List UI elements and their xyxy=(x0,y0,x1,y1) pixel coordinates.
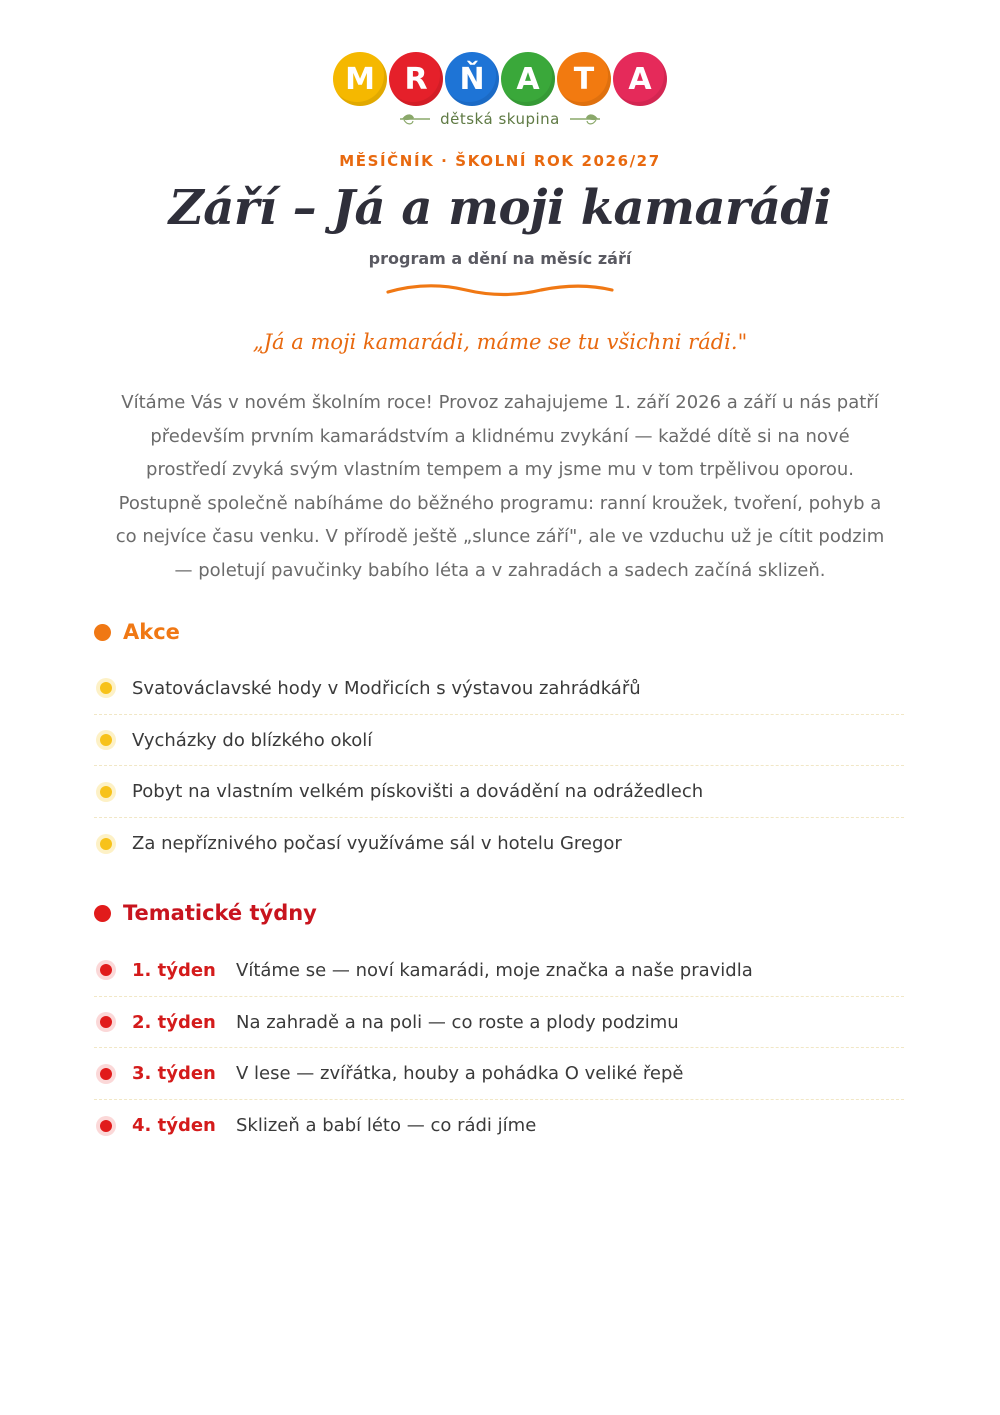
yellow-dot-icon xyxy=(100,734,112,746)
week-text: Na zahradě a na poli — co roste a plody podzimu xyxy=(236,1011,679,1033)
page-title: Září – Já a moji kamarádi xyxy=(168,180,832,236)
logo-letter-n: Ň xyxy=(445,52,499,106)
logo-letter-a2: A xyxy=(613,52,667,106)
week-label: 3. týden xyxy=(132,1063,216,1085)
intro-paragraph xyxy=(100,386,900,588)
akce-item-text: Pobyt na vlastním velkém pískovišti a dovádění na odrážedlech xyxy=(132,781,704,803)
logo-letter-t: T xyxy=(557,52,611,106)
page-subtitle: program a dění na měsíc září xyxy=(368,249,632,268)
logo-letters xyxy=(0,52,1000,106)
wave-divider xyxy=(386,282,614,300)
leaf-right-icon xyxy=(568,112,602,126)
list-item xyxy=(94,818,904,870)
red-dot-icon xyxy=(94,905,111,922)
week-row xyxy=(94,1100,904,1152)
week-row xyxy=(94,1048,904,1100)
week-label: 2. týden xyxy=(132,1011,216,1033)
red-dot-icon xyxy=(100,964,112,976)
week-label: 4. týden xyxy=(132,1115,216,1137)
week-row xyxy=(94,945,904,997)
logo-subtitle: dětská skupina xyxy=(440,110,560,128)
list-item xyxy=(94,766,904,818)
intro-line: prostředí zvyká svým vlastním tempem a my jsme mu v tom trpělivou oporou. xyxy=(146,459,854,481)
intro-line: — poletují pavučinky babího léta a v zahradách a sadech začíná sklizeň. xyxy=(174,559,826,581)
yellow-dot-icon xyxy=(100,838,112,850)
yellow-dot-icon xyxy=(100,786,112,798)
leaf-left-icon xyxy=(398,112,432,126)
logo-subtitle-row xyxy=(0,110,1000,128)
issue-kicker: MĚSÍČNÍK · ŠKOLNÍ ROK 2026/27 xyxy=(339,152,661,170)
red-dot-icon xyxy=(100,1120,112,1132)
section-tydny-title: Tematické týdny xyxy=(123,901,317,925)
section-akce-title: Akce xyxy=(123,620,180,644)
logo-letter-a: A xyxy=(501,52,555,106)
red-dot-icon xyxy=(100,1016,112,1028)
week-row xyxy=(94,997,904,1049)
week-text: V lese — zvířátka, houby a pohádka O veliké řepě xyxy=(236,1063,684,1085)
intro-line: především prvním kamarádstvím a klidnému zvykání — každé dítě si na nové xyxy=(150,425,850,447)
intro-line: co nejvíce času venku. V přírodě ještě „slunce září", ale ve vzduchu už je cítit podzim xyxy=(115,526,885,548)
list-item xyxy=(94,663,904,715)
logo xyxy=(0,52,1000,128)
akce-item-text: Svatováclavské hody v Modřicích s výstavou zahrádkářů xyxy=(132,677,641,699)
week-text: Sklizeň a babí léto — co rádi jíme xyxy=(236,1115,537,1137)
logo-letter-m: M xyxy=(333,52,387,106)
intro-line: Vítáme Vás v novém školním roce! Provoz zahajujeme 1. září 2026 a září u nás patří xyxy=(121,392,879,413)
akce-item-text: Vycházky do blízkého okolí xyxy=(132,729,373,751)
motto-quote: „Já a moji kamarádi, máme se tu všichni rádi." xyxy=(252,330,748,354)
logo-letter-r: R xyxy=(389,52,443,106)
akce-list xyxy=(94,663,904,870)
week-text: Vítáme se — noví kamarádi, moje značka a naše pravidla xyxy=(236,959,753,981)
week-label: 1. týden xyxy=(132,959,216,981)
akce-item-text: Za nepříznivého počasí využíváme sál v hotelu Gregor xyxy=(132,833,622,855)
orange-dot-icon xyxy=(94,624,111,641)
yellow-dot-icon xyxy=(100,682,112,694)
tydny-list xyxy=(94,945,904,1152)
list-item xyxy=(94,715,904,767)
section-tydny-heading xyxy=(94,901,317,925)
section-akce-heading xyxy=(94,620,180,644)
intro-line: Postupně společně nabíháme do běžného programu: ranní kroužek, tvoření, pohyb a xyxy=(118,492,882,514)
red-dot-icon xyxy=(100,1068,112,1080)
